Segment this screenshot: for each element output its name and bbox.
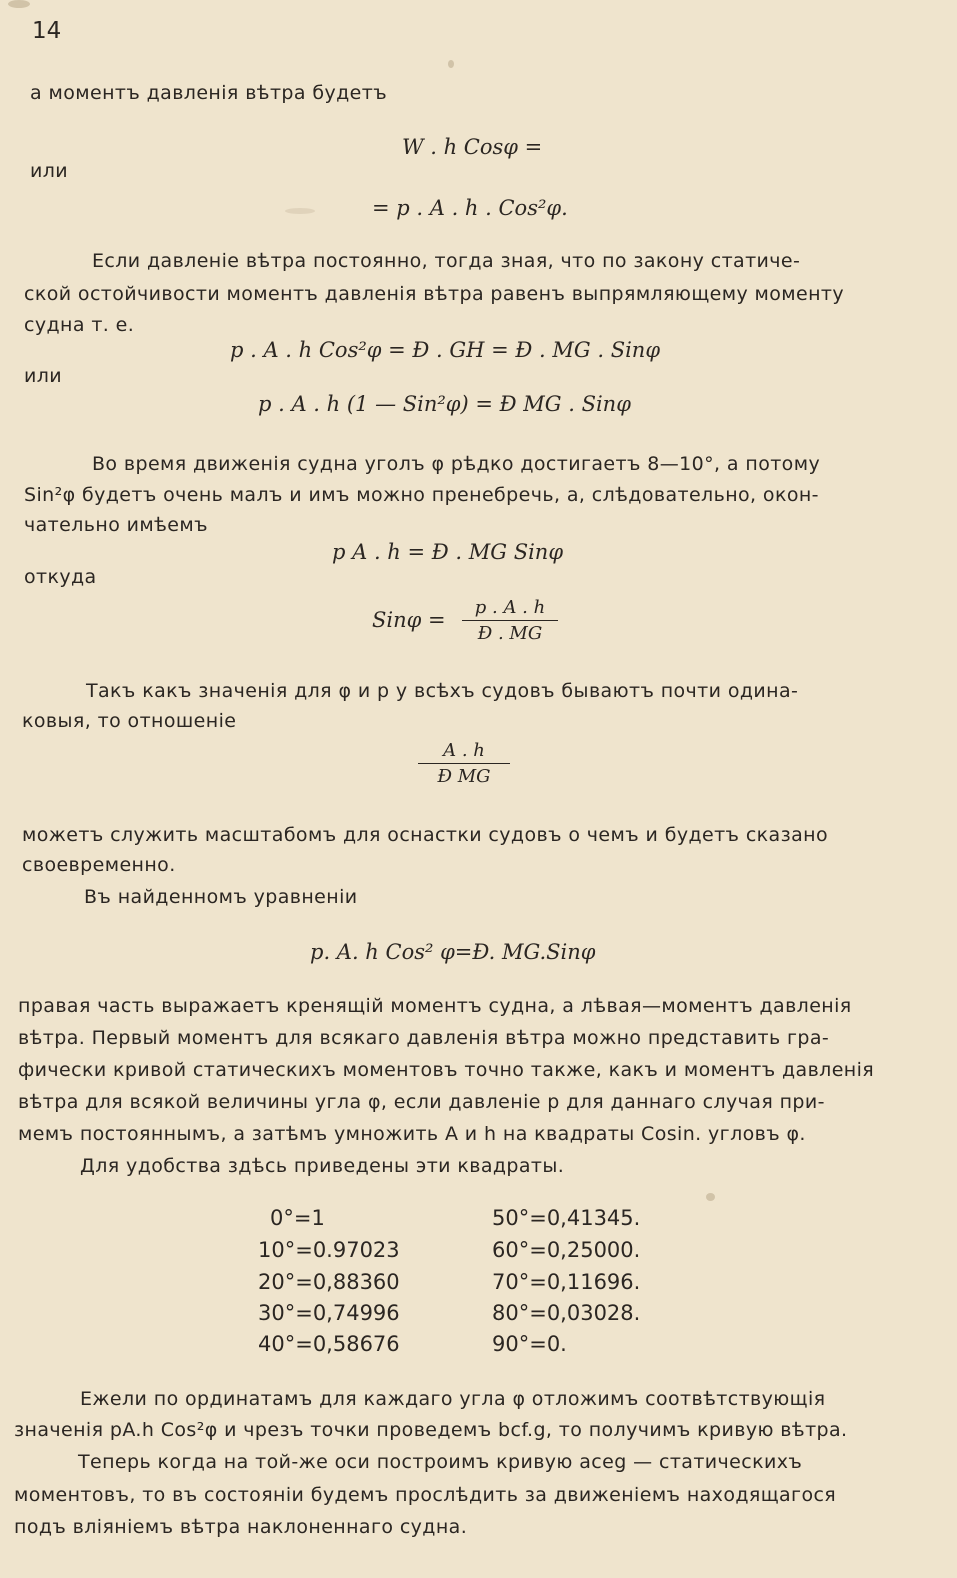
text-line: Въ найденномъ уравненіи [84, 886, 358, 908]
text-line: Ежели по ординатамъ для каждаго угла φ отложимъ соотвѣтствующія [80, 1388, 826, 1410]
text-line: фически кривой статическихъ моментовъ точно также, какъ и моментъ давленія [18, 1059, 875, 1081]
fraction-denominator: Ð MG [437, 766, 491, 787]
paper-stain [8, 0, 30, 8]
text-line: судна т. е. [24, 314, 135, 336]
text-line: правая часть выражаетъ кренящій моментъ судна, а лѣвая—моментъ давленія [18, 995, 852, 1017]
formula: W . h Cosφ = [402, 135, 543, 159]
text-line: ковыя, то отношеніе [22, 710, 237, 732]
text-line: своевременно. [22, 854, 176, 876]
table-cell: 20°=0,88360 [258, 1270, 400, 1294]
text-line: можетъ служить масштабомъ для оснастки судовъ о чемъ и будетъ сказано [22, 824, 828, 846]
formula: p. A. h Cos² φ=Ð. MG.Sinφ [310, 940, 596, 964]
text-line: или [30, 160, 69, 182]
text-line: подъ вліяніемъ вѣтра наклоненнаго судна. [14, 1516, 468, 1538]
text-line: или [24, 365, 63, 387]
text-line: вѣтра для всякой величины угла φ, если давленіе p для даннаго случая при- [18, 1091, 825, 1113]
fraction-denominator: Ð . MG [477, 623, 543, 644]
table-cell: 0°=1 [270, 1206, 325, 1230]
formula-lhs: Sinφ = [372, 608, 446, 632]
text-line: значенія pA.h Cos²φ и чрезъ точки проведемъ bcf.g, то получимъ кривую вѣтра. [14, 1419, 848, 1441]
table-cell: 60°=0,25000. [492, 1238, 641, 1262]
text-line: ской остойчивости моментъ давленія вѣтра равенъ выпрямляющему моменту [24, 283, 845, 305]
text-line: моментовъ, то въ состояніи будемъ прослѣдить за движеніемъ находящагося [14, 1484, 837, 1506]
text-line: чательно имѣемъ [24, 514, 208, 536]
table-cell: 50°=0,41345. [492, 1206, 641, 1230]
formula: p A . h = Ð . MG Sinφ [332, 540, 564, 564]
text-line: откуда [24, 566, 97, 588]
text-line: а моментъ давленія вѣтра будетъ [30, 82, 388, 104]
table-cell: 80°=0,03028. [492, 1301, 641, 1325]
text-line: мемъ постояннымъ, а затѣмъ умножить A и h на квадраты Cosin. угловъ φ. [18, 1123, 806, 1145]
table-cell: 40°=0,58676 [258, 1332, 400, 1356]
fraction-numerator: A . h [418, 740, 510, 764]
table-cell: 10°=0.97023 [258, 1238, 400, 1262]
table-cell: 90°=0. [492, 1332, 567, 1356]
table-cell: 70°=0,11696. [492, 1270, 641, 1294]
formula: = p . A . h . Cos²φ. [372, 196, 568, 220]
fraction-numerator: p . A . h [462, 597, 558, 621]
table-cell: 30°=0,74996 [258, 1301, 400, 1325]
text-line: Теперь когда на той-же оси построимъ кривую aceg — статическихъ [78, 1451, 803, 1473]
text-line: Sin²φ будетъ очень малъ и имъ можно пренебречь, а, слѣдовательно, окон- [24, 484, 819, 506]
paper-stain [448, 60, 454, 68]
fraction [418, 740, 510, 787]
text-line: Если давленіе вѣтра постоянно, тогда зная, что по закону статиче- [92, 250, 801, 272]
formula: p . A . h (1 — Sin²φ) = Ð MG . Sinφ [258, 392, 631, 416]
text-line: вѣтра. Первый моментъ для всякаго давленія вѣтра можно представить гра- [18, 1027, 830, 1049]
text-line: Такъ какъ значенія для φ и p у всѣхъ судовъ бываютъ почти одина- [86, 680, 799, 702]
text-line: Для удобства здѣсь приведены эти квадраты. [80, 1155, 565, 1177]
page-number: 14 [32, 18, 62, 44]
formula: p . A . h Cos²φ = Ð . GH = Ð . MG . Sinφ [230, 338, 661, 362]
fraction [462, 597, 558, 644]
paper-stain [285, 208, 315, 214]
paper-stain [706, 1193, 715, 1201]
text-line: Во время движенія судна уголъ φ рѣдко достигаетъ 8—10°, а потому [92, 453, 821, 475]
